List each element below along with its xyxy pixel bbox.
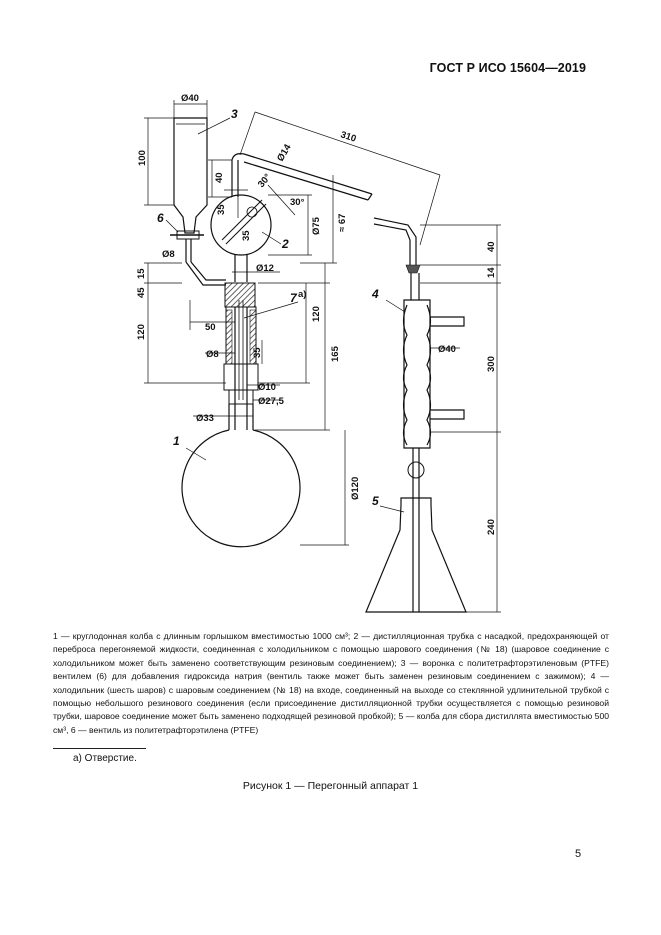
- callout-5: 5: [372, 494, 379, 508]
- figure-caption: Рисунок 1 — Перегонный аппарат 1: [242, 780, 419, 792]
- dim-d50: 50: [205, 322, 216, 333]
- figure-legend-text: 1 — круглодонная колба с длинным горлышком вместимостью 1000 см³; 2 — дистилляционная трубка с насадкой, предохраняющей от переброса перегоняемой жидкости, соединенная с холодильником с помощью шарового соединения (№ 18) (шаровое соединение с холодильником может быть заменено соответствующим резиновым соединением); 3 — воронка с политетрафторэтиленовым (PTFE) вентилем (6) для добавления гидроксида натрия (вентиль также может быть заменен резиновым соединением с зажимом); 4 — холодильник (шесть шаров) с шаровым соединением (№ 18) на входе, соединенный на выходе со стеклянной удлинительной трубкой с помощью небольшого резинового соединения (если присоединение дистилляционной трубки осуществляется с помощью резиновой трубки, шаровое соединение может быть заменено подходящей резиновой пробкой); 5 — колба для сбора дистиллята вместимостью 500 см³, 6 — вентиль из политетрафторэтилена (PTFE): [53, 631, 609, 735]
- callout-2: 2: [282, 237, 289, 251]
- callout-1: 1: [173, 434, 180, 448]
- dim-d8b: Ø8: [206, 349, 219, 360]
- dim-ang30: 30°: [290, 197, 305, 208]
- dim-h45: 45: [136, 287, 147, 298]
- dim-d12: Ø12: [256, 263, 274, 274]
- dim-h15: 15: [136, 268, 147, 279]
- dim-d40-top: Ø40: [181, 93, 199, 104]
- dim-d27: Ø27,5: [258, 396, 284, 407]
- dim-d14: Ø14: [275, 142, 294, 164]
- dim-h14: 14: [486, 267, 497, 278]
- dim-h120b: 120: [311, 306, 322, 322]
- callout-7-footnote-mark: а): [298, 289, 307, 300]
- page-number: 5: [575, 848, 582, 860]
- dim-h165: 165: [330, 346, 341, 362]
- callout-4: 4: [372, 287, 379, 301]
- dim-d75: Ø75: [311, 217, 322, 235]
- dim-d40b: Ø40: [438, 344, 456, 355]
- dim-h40a: 40: [214, 172, 225, 183]
- dim-d33: Ø33: [196, 413, 214, 424]
- dim-h35b: 35: [241, 230, 252, 241]
- footnote-separator: [53, 748, 146, 749]
- dim-h100: 100: [137, 150, 148, 166]
- dim-h40b: 40: [486, 241, 497, 252]
- callout-7: 7: [290, 291, 297, 305]
- dim-d120: Ø120: [350, 476, 361, 500]
- callout-3: 3: [231, 107, 238, 121]
- figure-legend: [53, 630, 609, 737]
- dim-d8: Ø8: [162, 249, 175, 260]
- dim-h35-small: 35: [252, 347, 263, 358]
- dim-d10: Ø10: [258, 382, 276, 393]
- dim-len310: 310: [339, 129, 358, 145]
- dim-h300: 300: [486, 356, 497, 372]
- document-header: ГОСТ Р ИСО 15604—2019: [429, 61, 586, 75]
- footnote: а) Отверстие.: [73, 753, 137, 764]
- dim-h67: ≈ 67: [337, 213, 348, 232]
- dim-ang30b: 30°: [255, 171, 274, 190]
- dim-h240: 240: [486, 519, 497, 535]
- dim-h35a: 35: [216, 204, 227, 215]
- callout-6: 6: [157, 211, 164, 225]
- dim-h120: 120: [136, 324, 147, 340]
